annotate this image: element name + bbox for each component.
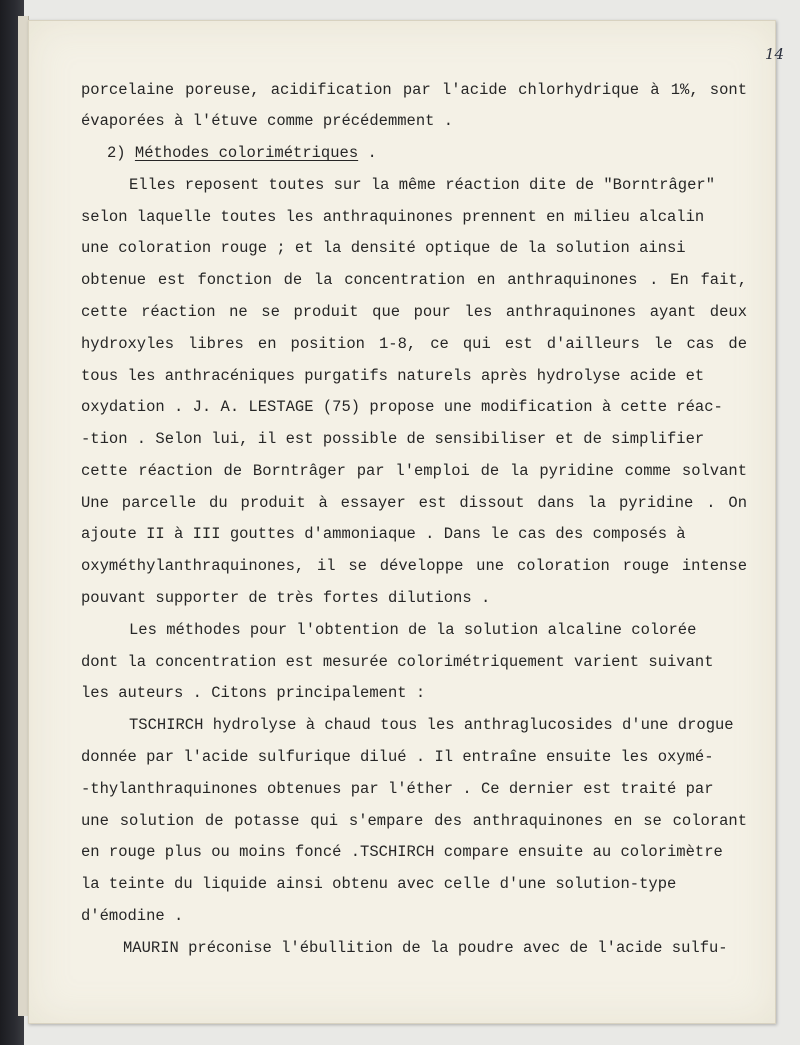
text-line: Les méthodes pour l'obtention de la solution alcaline colorée (129, 621, 697, 639)
text-line: pouvant supporter de très fortes dilutions . (81, 589, 491, 607)
text-line: ajoute II à III gouttes d'ammoniaque . Dans le cas des composés à (81, 525, 686, 543)
text-line: d'émodine . (81, 907, 184, 925)
text-line: une solution de potasse qui s'empare des anthraquinones en se colorant (81, 812, 747, 830)
text-line: -tion . Selon lui, il est possible de sensibiliser et de simplifier (81, 430, 705, 448)
page-number: 14 (765, 45, 785, 63)
text-line: la teinte du liquide ainsi obtenu avec celle d'une solution-type (81, 875, 677, 893)
text-line: selon laquelle toutes les anthraquinones prennent en milieu alcalin (81, 208, 705, 226)
text-line: hydroxyles libres en position 1-8, ce qui est d'ailleurs le cas de (81, 335, 747, 353)
text-line: en rouge plus ou moins foncé .TSCHIRCH compare ensuite au colorimètre (81, 843, 723, 861)
text-line: Une parcelle du produit à essayer est dissout dans la pyridine . On (81, 494, 747, 512)
text-line: porcelaine poreuse, acidification par l'acide chlorhydrique à 1%, sont (81, 81, 747, 99)
section-heading (107, 144, 377, 162)
text-line: Elles reposent toutes sur la même réaction dite de "Borntrâger" (129, 176, 715, 194)
text-line: -thylanthraquinones obtenues par l'éther . Ce dernier est traité par (81, 780, 714, 798)
text-line: cette réaction ne se produit que pour les anthraquinones ayant deux (81, 303, 747, 321)
text-line: oxydation . J. A. LESTAGE (75) propose une modification à cette réac- (81, 398, 723, 416)
document-page (28, 20, 785, 1024)
section-title-end: . (358, 144, 377, 162)
text-line: oxyméthylanthraquinones, il se développe une coloration rouge intense (81, 557, 747, 575)
text-line: tous les anthracéniques purgatifs naturels après hydrolyse acide et (81, 367, 705, 385)
section-number: 2) (107, 144, 135, 162)
text-line: une coloration rouge ; et la densité optique de la solution ainsi (81, 239, 686, 257)
text-line: évaporées à l'étuve comme précédemment . (81, 112, 454, 130)
text-line: donnée par l'acide sulfurique dilué . Il entraîne ensuite les oxymé- (81, 748, 714, 766)
text-line: obtenue est fonction de la concentration en anthraquinones . En fait, (81, 271, 747, 289)
text-line: MAURIN préconise l'ébullition de la poudre avec de l'acide sulfu- (123, 939, 728, 957)
text-line: cette réaction de Borntrâger par l'emploi de la pyridine comme solvant (81, 462, 747, 480)
text-line: les auteurs . Citons principalement : (81, 684, 426, 702)
text-line: dont la concentration est mesurée colorimétriquement varient suivant (81, 653, 714, 671)
section-title: Méthodes colorimétriques (134, 144, 359, 162)
text-line: TSCHIRCH hydrolyse à chaud tous les anthraglucosides d'une drogue (129, 716, 734, 734)
